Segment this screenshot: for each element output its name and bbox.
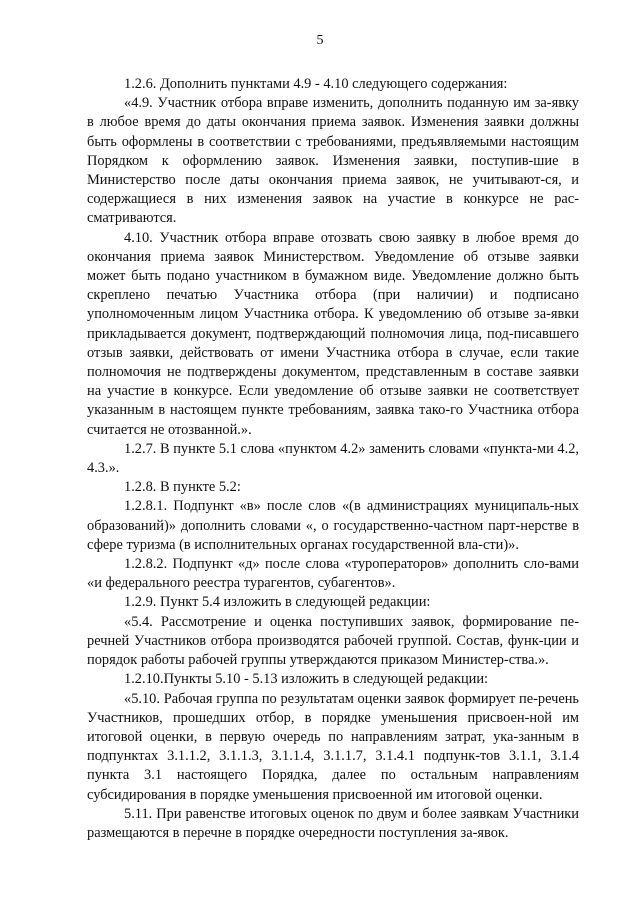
paragraph-4-9: «4.9. Участник отбора вправе изменить, дополнить поданную им за-явку в любое время до даты окончания приема заявок. Изменения заявки должны быть оформлены в соответствии с требованиями, предъявляемыми настоящим Порядком к оформлению заявок. Изменения заявки, поступив-шие в Министерство после даты окончания приема заявок, не учитывают-ся, и содержащиеся в них изменения заявок на участие в конкурсе не рас-сматриваются. — [87, 95, 579, 227]
paragraph-1-2-7: 1.2.7. В пункте 5.1 слова «пунктом 4.2» заменить словами «пункта-ми 4.2, 4.3.». — [87, 440, 579, 477]
paragraph-1-2-8-2: 1.2.8.2. Подпункт «д» после слова «туроператоров» дополнить сло-вами «и федерального реестра турагентов, субагентов». — [87, 556, 579, 592]
paragraph-1-2-8-1: 1.2.8.1. Подпункт «в» после слов «(в администрациях муниципаль-ных образований)» дополнить словами «, о государственно-частном парт-нерстве в сфере туризма (в исполнительных органах государственной вла-сти)». — [87, 498, 579, 553]
paragraph-1-2-6: 1.2.6. Дополнить пунктами 4.9 - 4.10 следующего содержания: — [124, 76, 508, 92]
paragraph-1-2-10: 1.2.10.Пункты 5.10 - 5.13 изложить в следующей редакции: — [124, 671, 489, 688]
document-body — [87, 75, 579, 843]
paragraph-5-10: «5.10. Рабочая группа по результатам оценки заявок формирует пе-речень Участников, прошедших отбор, в порядке уменьшения присвоен-ной им итоговой оценки, в первую очередь по направлениям затрат, ука-занным в подпунктах 3.1.1.2, 3.1.1.3, 3.1.1.4, 3.1.1.7, 3.1.4.1 подпунк-тов 3.1.1, 3.1.4 пункта 3.1 настоящего Порядка, далее по остальным направлениям субсидирования в порядке уменьшения присвоенной им итоговой оценки. — [87, 690, 579, 803]
paragraph-5-11: 5.11. При равенстве итоговых оценок по двум и более заявкам Участники размещаются в перечне в порядке очередности поступления за-явок. — [87, 805, 579, 841]
page-number: 5 — [316, 33, 324, 48]
paragraph-4-10: 4.10. Участник отбора вправе отозвать свою заявку в любое время до окончания приема заявок Министерством. Уведомление об отзыве заявки может быть подано участником в бумажном виде. Уведомление должно быть скреплено печатью Участника отбора (при наличии) и подписано уполномоченным лицом Участника отбора. К уведомлению об отзыве за-явки прикладывается документ, подтверждающий полномочия лица, под-писавшего отзыв заявки, действовать от имени Участника отбора в случае, если такие полномочия не подтверждены документом, представленным в составе заявки на участие в конкурсе. Если уведомление об отзыве заявки не соответствует указанным в настоящем пункте требованиям, заявка тако-го Участника отбора считается не отозванной.». — [87, 229, 579, 438]
paragraph-5-4: «5.4. Рассмотрение и оценка поступивших заявок, формирование пе-речней Участников отбора производятся рабочей группой. Состав, функ-ции и порядок работы рабочей группы утверждаются приказом Министер-ства.». — [87, 613, 579, 669]
paragraph-1-2-9: 1.2.9. Пункт 5.4 изложить в следующей редакции: — [124, 594, 431, 611]
paragraph-1-2-8: 1.2.8. В пункте 5.2: — [124, 479, 241, 496]
